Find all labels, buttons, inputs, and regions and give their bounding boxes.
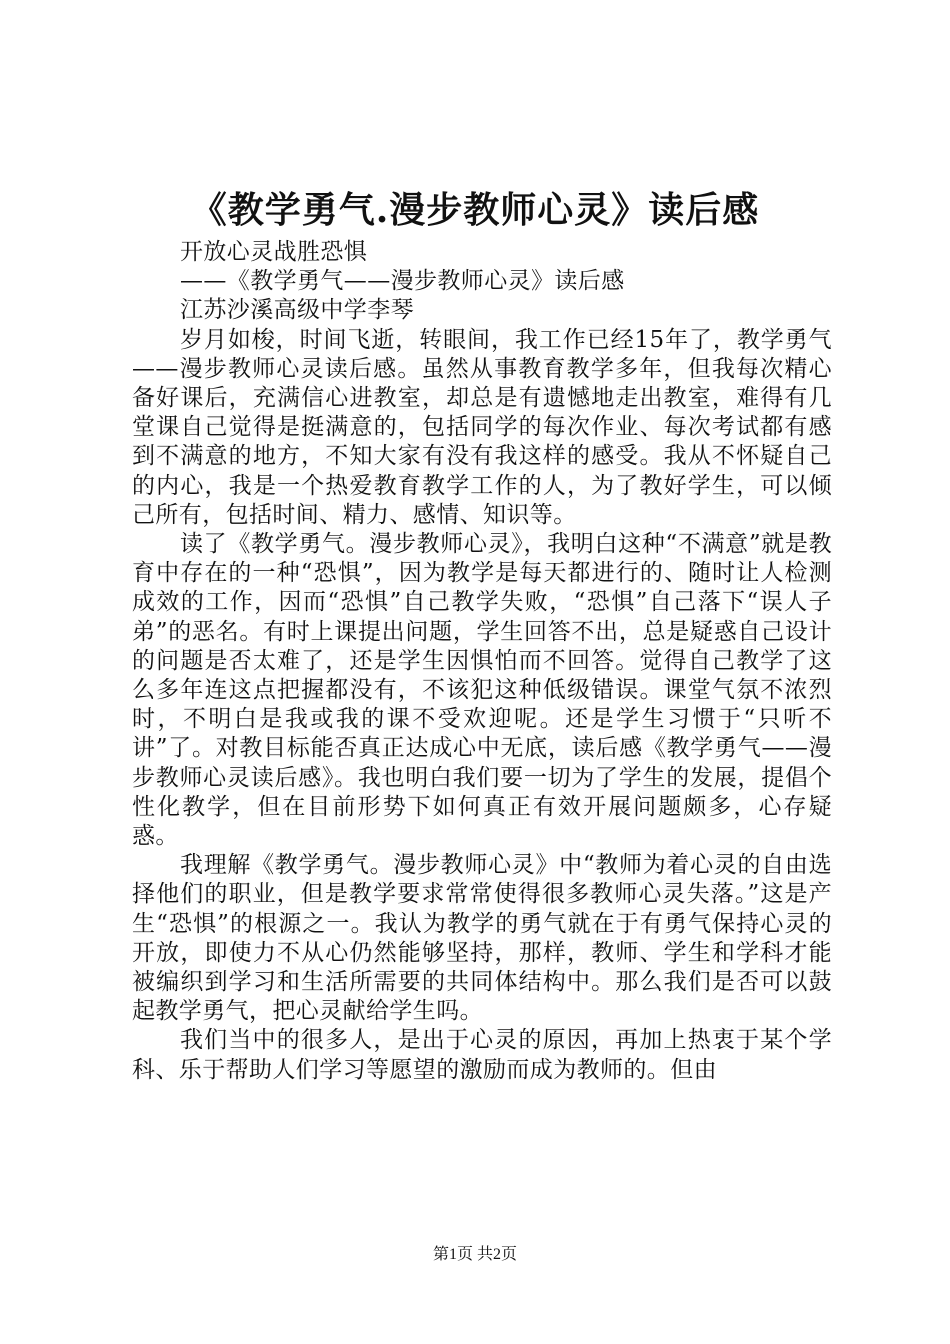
page-footer: [0, 1244, 950, 1266]
author-line: 江苏沙溪高级中学李琴: [180, 297, 414, 324]
body-paragraph: 我们当中的很多人，是出于心灵的原因，再加上热衷于某个学科、乐于帮助人们学习等愿望的激励而成为教师的。但由: [132, 1027, 832, 1083]
document-body: [132, 238, 832, 1085]
body-paragraph: 岁月如梭，时间飞逝，转眼间，我工作已经15年了，教学勇气——漫步教师心灵读后感。虽然从事教育教学多年，但我每次精心备好课后，充满信心进教室，却总是有遗憾地走出教室，难得有几堂课自己觉得是挺满意的，包括同学的每次作业、每次考试都有感到不满意的地方，不知大家有没有我这样的感受。我从不怀疑自己的内心，我是一个热爱教育教学工作的人，为了教好学生，可以倾己所有，包括时间、精力、感情、知识等。: [132, 326, 832, 528]
subtitle-line: ——《教学勇气——漫步教师心灵》读后感: [180, 268, 625, 295]
document-title: 《教学勇气.漫步教师心灵》读后感: [190, 189, 760, 231]
subtitle-line: 开放心灵战胜恐惧: [180, 239, 368, 265]
body-paragraph: 读了《教学勇气。漫步教师心灵》，我明白这种“不满意”就是教育中存在的一种“恐惧”，因为教学是每天都进行的、随时让人检测成效的工作，因而“恐惧”自己教学失败，“恐惧”自己落下“误人子弟”的恶名。有时上课提出问题，学生回答不出，总是疑惑自己设计的问题是否太难了，还是学生因惧怕而不回答。觉得自己教学了这么多年连这点把握都没有，不该犯这种低级错误。课堂气氛不浓烈时，不明白是我或我的课不受欢迎呢。还是学生习惯于“只听不讲”了。对教目标能否真正达成心中无底，读后感《教学勇气——漫步教师心灵读后感》。我也明白我们要一切为了学生的发展，提倡个性化教学，但在目前形势下如何真正有效开展问题颇多，心存疑惑。: [132, 531, 832, 850]
body-paragraph: 我理解《教学勇气。漫步教师心灵》中“教师为着心灵的自由选择他们的职业，但是教学要求常常使得很多教师心灵失落。”这是产生“恐惧”的根源之一。我认为教学的勇气就在于有勇气保持心灵的开放，即使力不从心仍然能够坚持，那样，教师、学生和学科才能被编织到学习和生活所需要的共同体结构中。那么我们是否可以鼓起教学勇气，把心灵献给学生吗。: [132, 852, 832, 1025]
page-number: 第1页 共2页: [432, 1246, 517, 1263]
